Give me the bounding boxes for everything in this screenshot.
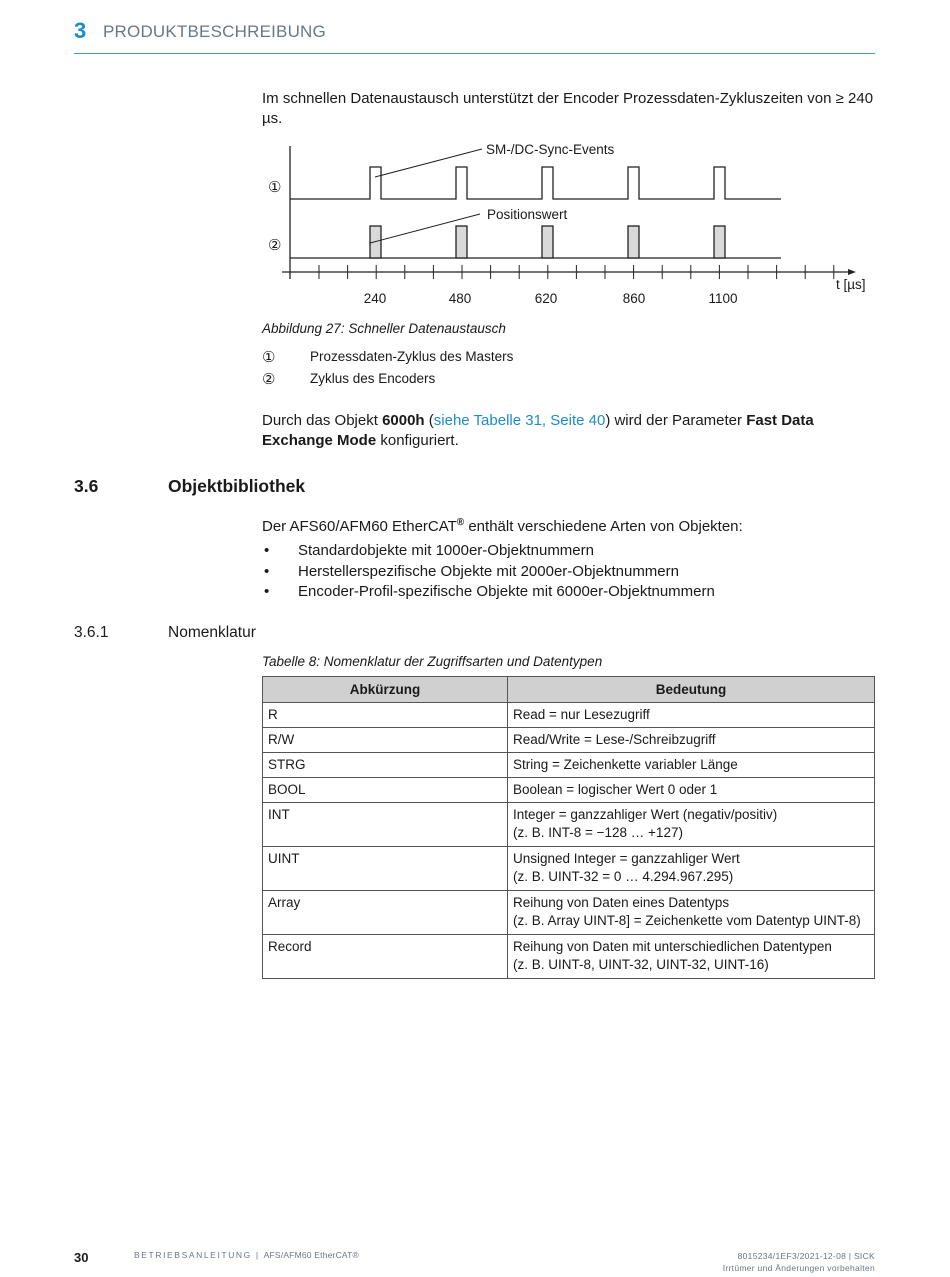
list-item <box>262 541 874 562</box>
document-type <box>134 1250 359 1260</box>
chapter-number: 3 <box>74 18 87 43</box>
bullet: • <box>264 542 270 559</box>
master-cycle-signal <box>290 167 781 199</box>
abbreviation-cell: INT <box>263 803 508 847</box>
abbreviation-cell: R/W <box>263 728 508 753</box>
table-reference-link[interactable]: siehe Tabelle 31, Seite 40 <box>433 412 606 429</box>
legend-text-2: Zyklus des Encoders <box>310 371 436 386</box>
meaning-text: Unsigned Integer = ganzzahliger Wert <box>513 851 740 866</box>
abbreviation-cell: UINT <box>263 847 508 891</box>
table-row <box>263 803 875 847</box>
list-item <box>262 562 874 583</box>
table-row <box>263 778 875 803</box>
meaning-cell <box>508 891 875 935</box>
column-header-meaning: Bedeutung <box>508 677 875 703</box>
encoder-pulse <box>456 226 467 258</box>
tick-label: 480 <box>448 291 472 306</box>
tick-label: 860 <box>622 291 646 306</box>
abbreviation-cell: R <box>263 703 508 728</box>
figure-caption: Abbildung 27: Schneller Datenaustausch <box>262 321 506 336</box>
section-number: 3.6.1 <box>74 624 109 641</box>
time-axis-unit: t [µs] <box>836 277 866 292</box>
footer-right <box>723 1250 875 1274</box>
section-title: Nomenklatur <box>168 624 256 641</box>
product-name: AFS/AFM60 EtherCAT® <box>263 1250 360 1260</box>
meaning-text: Reihung von Daten mit unterschiedlichen Datentypen <box>513 939 832 954</box>
text: Der AFS60/AFM60 EtherCAT <box>262 518 457 535</box>
doc-type-text: BETRIEBSANLEITUNG | <box>134 1250 264 1260</box>
text: ( <box>424 412 434 429</box>
bullet: • <box>264 562 270 580</box>
row1-marker: ① <box>268 179 282 196</box>
legend-text-1: Prozessdaten-Zyklus des Masters <box>310 349 514 364</box>
meaning-cell <box>508 728 875 753</box>
encoder-pulses <box>370 226 725 258</box>
table-row <box>263 935 875 979</box>
meaning-example: (z. B. UINT-8, UINT-32, UINT-32, UINT-16) <box>513 957 769 972</box>
timing-diagram-svg <box>262 134 874 314</box>
column-header-abbreviation: Abkürzung <box>263 677 508 703</box>
list-item <box>262 582 874 603</box>
meaning-text: Reihung von Daten eines Datentyps <box>513 895 730 910</box>
table-row <box>263 753 875 778</box>
meaning-text: Boolean = logischer Wert 0 oder 1 <box>513 782 718 797</box>
text: konfiguriert. <box>376 432 459 449</box>
meaning-text: Read/Write = Lese-/Schreibzugriff <box>513 732 716 747</box>
meaning-cell <box>508 803 875 847</box>
fast-data-exchange-paragraph <box>262 411 874 451</box>
object-types-list <box>262 541 874 603</box>
object-id: 6000h <box>382 412 425 429</box>
encoder-pulse <box>714 226 725 258</box>
sync-events-label: SM-/DC-Sync-Events <box>486 142 615 157</box>
axis-arrow <box>848 269 856 275</box>
list-item-text: Herstellerspezifische Objekte mit 2000er-Objektnummern <box>298 562 679 580</box>
list-item-text: Encoder-Profil-spezifische Objekte mit 6000er-Objektnummern <box>298 583 715 600</box>
tick-labels <box>364 291 738 306</box>
registered-mark: ® <box>456 517 465 528</box>
object-library-paragraph <box>262 513 874 537</box>
section-number: 3.6 <box>74 476 99 496</box>
row2-marker: ② <box>268 237 282 254</box>
meaning-cell <box>508 753 875 778</box>
text: Durch das Objekt <box>262 412 383 429</box>
list-item-text: Standardobjekte mit 1000er-Objektnummern <box>298 542 594 559</box>
meaning-example: (z. B. INT-8 = −128 … +127) <box>513 825 683 840</box>
abbreviation-cell: Record <box>263 935 508 979</box>
meaning-cell <box>508 703 875 728</box>
encoder-pulse <box>542 226 553 258</box>
sync-callout-line <box>375 149 482 177</box>
meaning-example: (z. B. Array UINT-8] = Zeichenkette vom Datentyp UINT-8) <box>513 913 861 928</box>
meaning-text: Read = nur Lesezugriff <box>513 707 650 722</box>
parameter-name: Fast Data Exchange Mode <box>262 412 814 449</box>
table-row <box>263 703 875 728</box>
section-title: Objektbibliothek <box>168 476 306 496</box>
document-id: 8015234/1EF3/2021-12-08 | SICK <box>737 1251 875 1261</box>
table-row <box>263 847 875 891</box>
page-number: 30 <box>74 1250 89 1265</box>
abbreviation-cell: BOOL <box>263 778 508 803</box>
tick-label: 240 <box>363 291 387 306</box>
table-header-row <box>263 677 875 703</box>
disclaimer: Irrtümer und Änderungen vorbehalten <box>722 1263 875 1273</box>
meaning-cell <box>508 935 875 979</box>
bullet: • <box>264 583 270 600</box>
meaning-text: String = Zeichenkette variabler Länge <box>513 757 738 772</box>
encoder-pulse <box>628 226 639 258</box>
table-caption: Tabelle 8: Nomenklatur der Zugriffsarten und Datentypen <box>262 654 603 669</box>
tick-label: 620 <box>534 291 558 306</box>
legend-marker-2: ② <box>262 371 276 388</box>
meaning-text: Integer = ganzzahliger Wert (negativ/positiv) <box>513 807 778 822</box>
text: enthält verschiedene Arten von Objekten: <box>464 518 743 535</box>
page-header <box>74 14 875 54</box>
timing-diagram <box>262 134 874 319</box>
tick-label: 1100 <box>708 291 738 306</box>
intro-paragraph: Im schnellen Datenaustausch unterstützt der Encoder Prozessdaten-Zykluszeiten von ≥ 240 µs. <box>262 90 874 127</box>
text: ) wird der Parameter <box>605 412 747 429</box>
table-row <box>263 728 875 753</box>
meaning-cell <box>508 778 875 803</box>
table-row <box>263 891 875 935</box>
meaning-cell <box>508 847 875 891</box>
abbreviation-cell: STRG <box>263 753 508 778</box>
legend-marker-1: ① <box>262 349 276 366</box>
position-value-label: Positionswert <box>487 207 568 222</box>
nomenclature-table <box>262 676 875 979</box>
chapter-title: PRODUKTBESCHREIBUNG <box>103 22 326 41</box>
meaning-example: (z. B. UINT-32 = 0 … 4.294.967.295) <box>513 869 734 884</box>
abbreviation-cell: Array <box>263 891 508 935</box>
